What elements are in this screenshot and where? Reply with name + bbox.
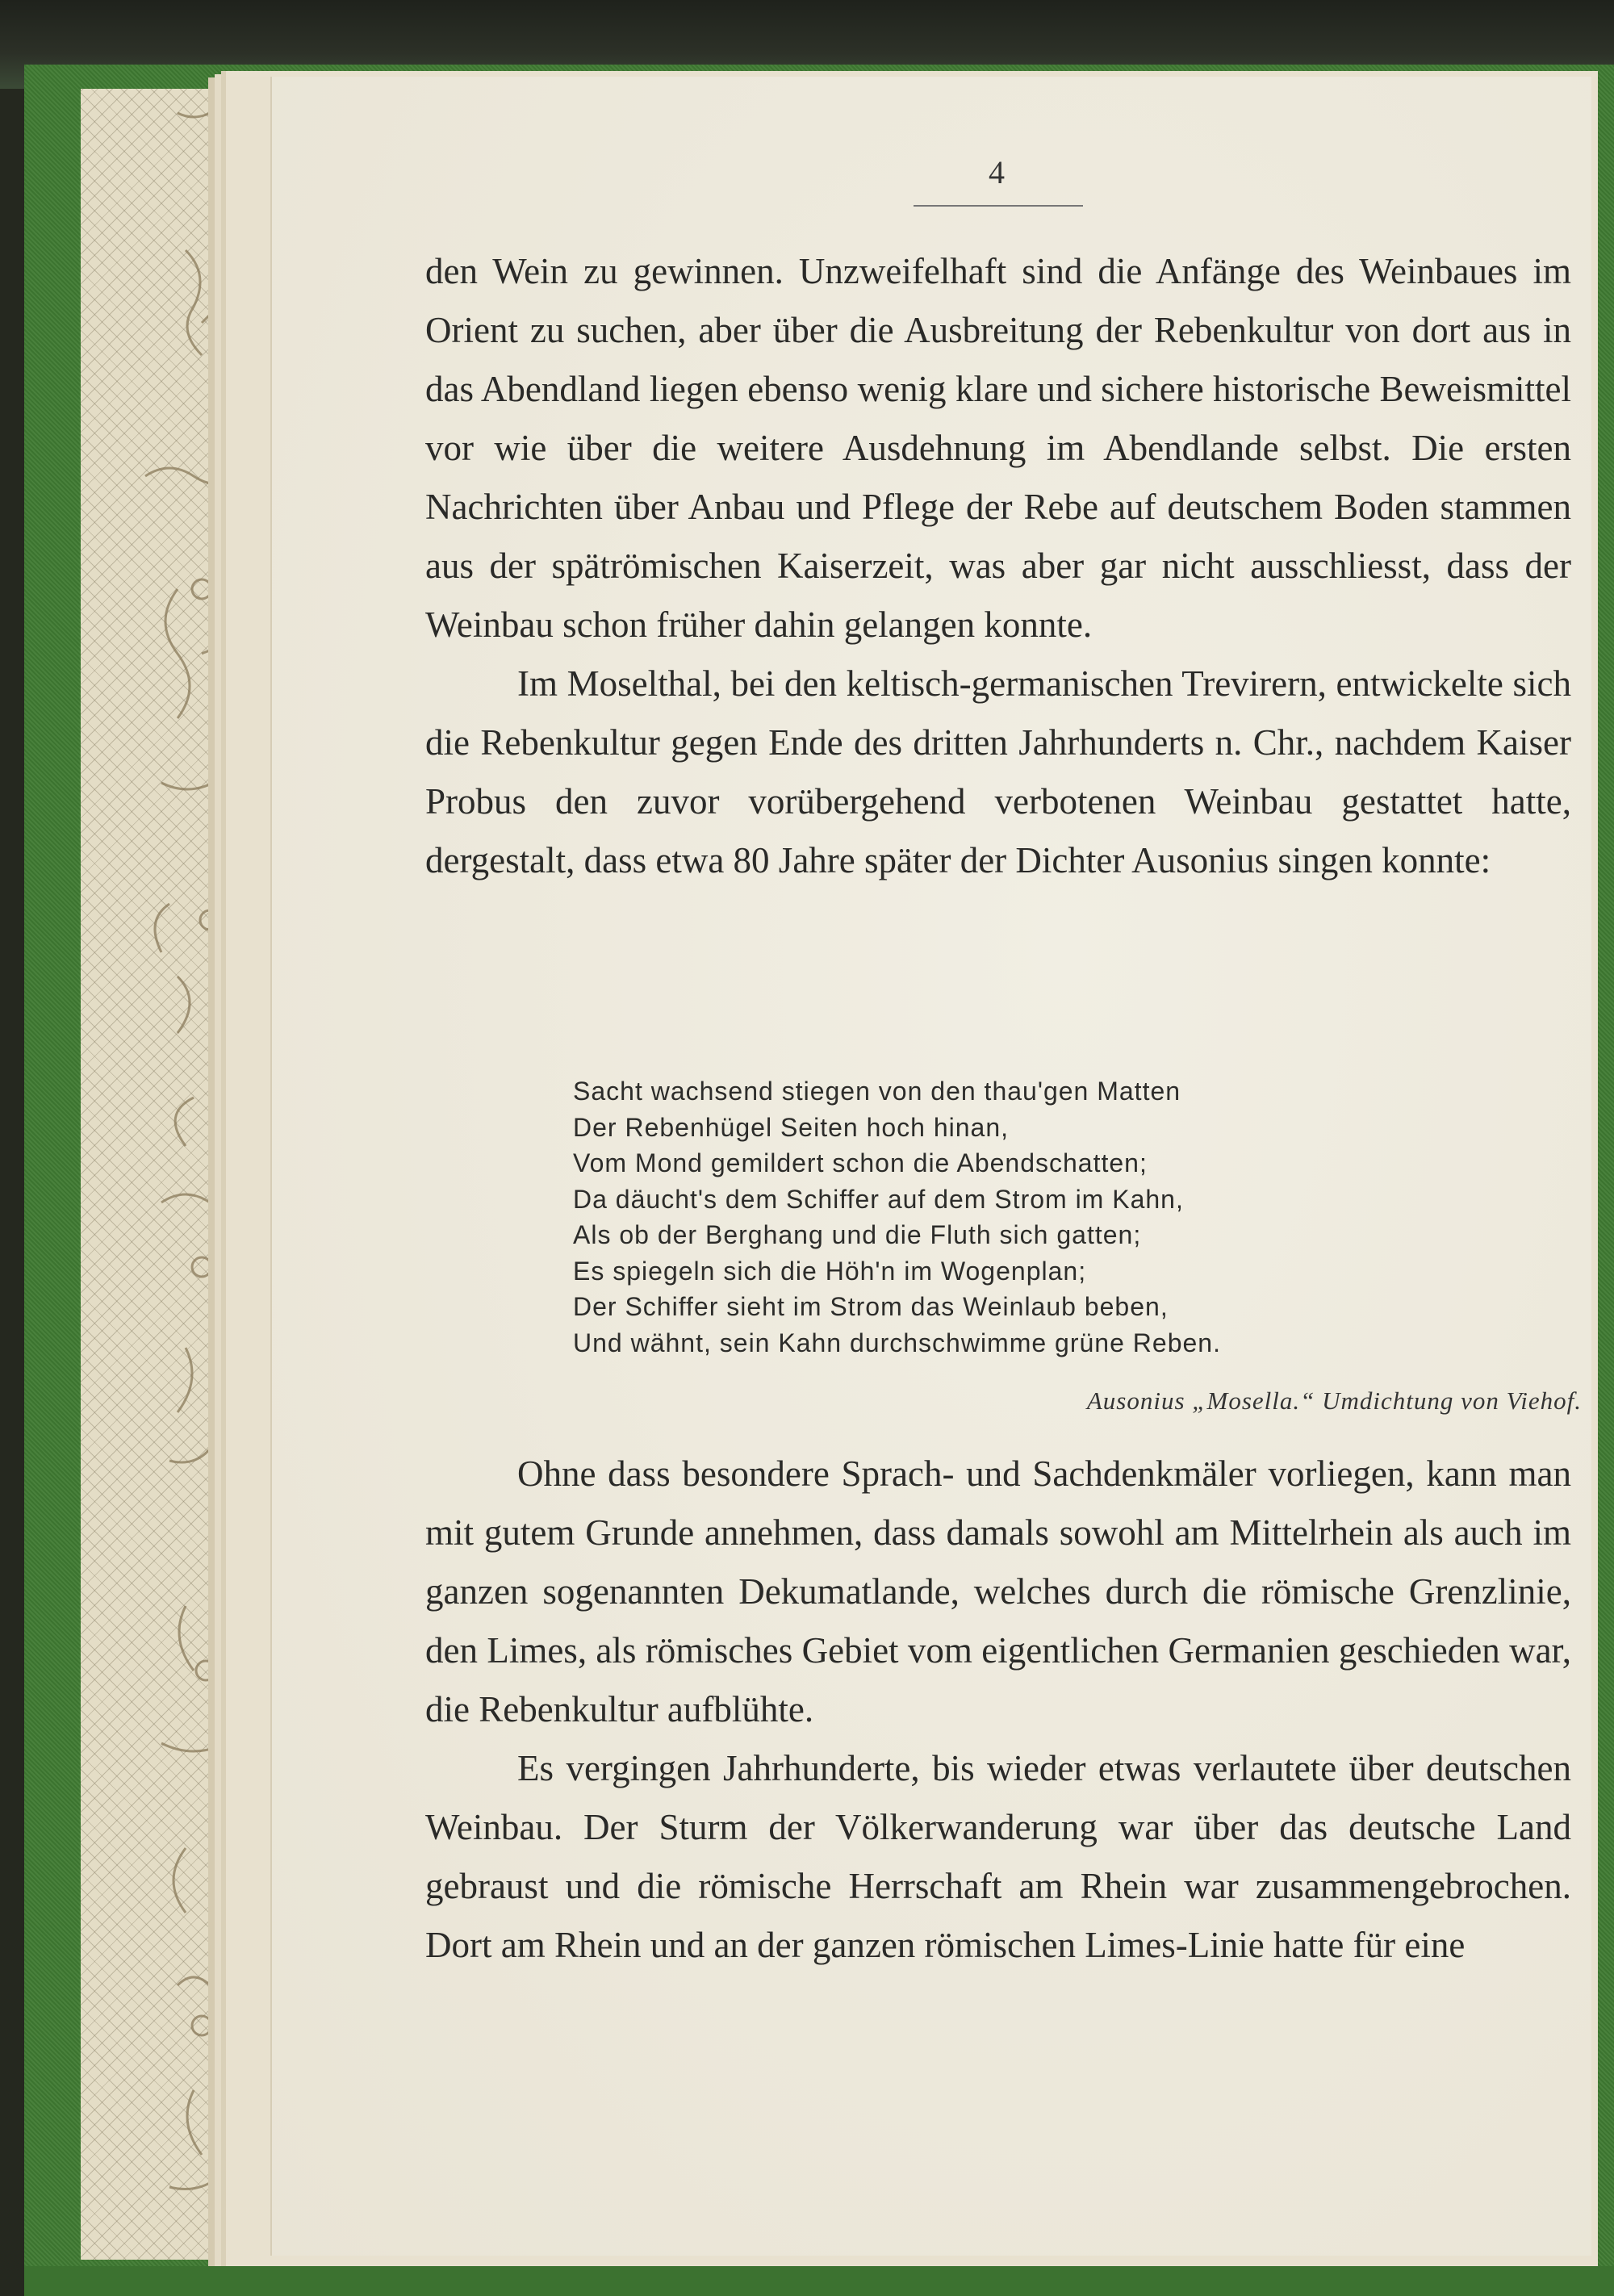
poem-line: Als ob der Berghang und die Fluth sich gatten; bbox=[573, 1220, 1142, 1249]
poem-line: Es spiegeln sich die Höh'n im Wogenplan; bbox=[573, 1256, 1087, 1286]
poem-attribution: Ausonius „Mosella.“ Umdichtung von Viehof. bbox=[1086, 1386, 1582, 1415]
poem-line: Da däucht's dem Schiffer auf dem Strom im Kahn, bbox=[573, 1184, 1184, 1214]
poem-line: Der Rebenhügel Seiten hoch hinan, bbox=[573, 1112, 1010, 1142]
patterned-endpaper bbox=[81, 89, 242, 2260]
paragraph-4: Es vergingen Jahrhunderte, bis wieder etwas verlautete über deutschen Weinbau. Der Sturm der Völkerwanderung war über das deutsche Land gebraust und die römische Herrschaft am Rhein war zusammengebrochen. Dort am Rhein und an der ganzen römischen Limes-Linie hatte für eine bbox=[425, 1748, 1571, 1965]
poem-line: Sacht wachsend stiegen von den thau'gen Matten bbox=[573, 1077, 1181, 1106]
poem-quote bbox=[573, 1073, 1412, 1361]
header-rule bbox=[914, 205, 1083, 207]
bottom-cloth-edge bbox=[24, 2266, 1614, 2296]
body-text-top bbox=[425, 242, 1571, 890]
page-number: 4 bbox=[989, 154, 1005, 190]
poem-line: Vom Mond gemildert schon die Abendschatten; bbox=[573, 1148, 1148, 1177]
paragraph-3: Ohne dass besondere Sprach- und Sachdenkmäler vorliegen, kann man mit gutem Grunde annehmen, dass damals sowohl am Mittelrhein als auch im ganzen sogenannten Dekumatlande, welches durch die römische Grenzlinie, den Limes, als römisches Gebiet vom eigentlichen Germanien geschieden war, die Rebenkultur aufblühte. bbox=[425, 1453, 1571, 1729]
poem-line: Und wähnt, sein Kahn durchschwimme grüne Reben. bbox=[573, 1328, 1221, 1357]
floral-ornament-icon bbox=[81, 89, 242, 2260]
paragraph-1: den Wein zu gewinnen. Unzweifelhaft sind die Anfänge des Weinbaues im Orient zu suchen, aber über die Ausbreitung der Rebenkultur von dort aus in das Abendland liegen ebenso wenig klare und sichere historische Beweismittel vor wie über die weitere Ausdehnung im Abendlande selbst. Die ersten Nachrichten über Anbau und Pflege der Rebe auf deutschem Boden stammen aus der spätrömischen Kaiserzeit, was aber gar nicht ausschliesst, dass der Weinbau schon früher dahin gelangen konnte. bbox=[425, 251, 1571, 645]
paragraph-2: Im Moselthal, bei den keltisch-germanischen Trevirern, entwickelte sich die Rebenkultur gegen Ende des dritten Jahrhunderts n. Chr., nachdem Kaiser Probus den zuvor vorübergehend verbotenen Weinbau gestattet hatte, dergestalt, dass etwa 80 Jahre später der Dichter Ausonius singen konnte: bbox=[425, 663, 1571, 880]
poem-line: Der Schiffer sieht im Strom das Weinlaub beben, bbox=[573, 1292, 1169, 1321]
body-text-bottom bbox=[425, 1445, 1571, 1975]
